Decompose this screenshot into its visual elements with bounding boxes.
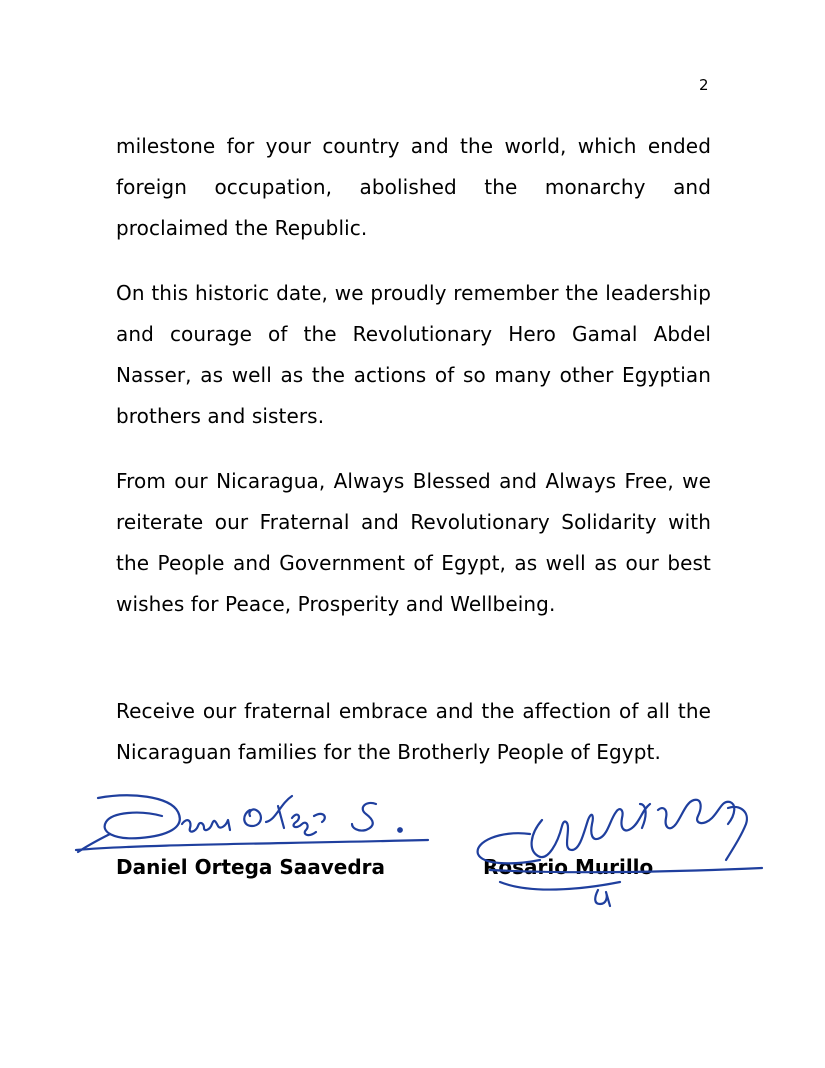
paragraph-embrace: Receive our fraternal embrace and the affection of all the Nicaraguan families for the Brotherly People of Egypt.	[116, 699, 711, 764]
paragraph-milestone: milestone for your country and the world, which ended foreign occupation, abolished the monarchy and proclaimed the Republic.	[116, 134, 711, 240]
paragraph-solidarity: From our Nicaragua, Always Blessed and Always Free, we reiterate our Fraternal and Revolutionary Solidarity with the People and Government of Egypt, as well as our best wishes for Peace, Prosperity and Wellbeing.	[116, 469, 711, 616]
paragraph-historic-date: On this historic date, we proudly remember the leadership and courage of the Revolutionary Hero Gamal Abdel Nasser, as well as the actions of so many other Egyptian brothers and sisters.	[116, 281, 711, 428]
signature-daniel-ortega	[70, 788, 440, 868]
page-number: 2	[699, 76, 709, 94]
signer-name-rosario-murillo: Rosario Murillo	[483, 855, 654, 879]
signature-rosario-murillo	[470, 790, 770, 910]
signer-name-daniel-ortega: Daniel Ortega Saavedra	[116, 855, 386, 879]
